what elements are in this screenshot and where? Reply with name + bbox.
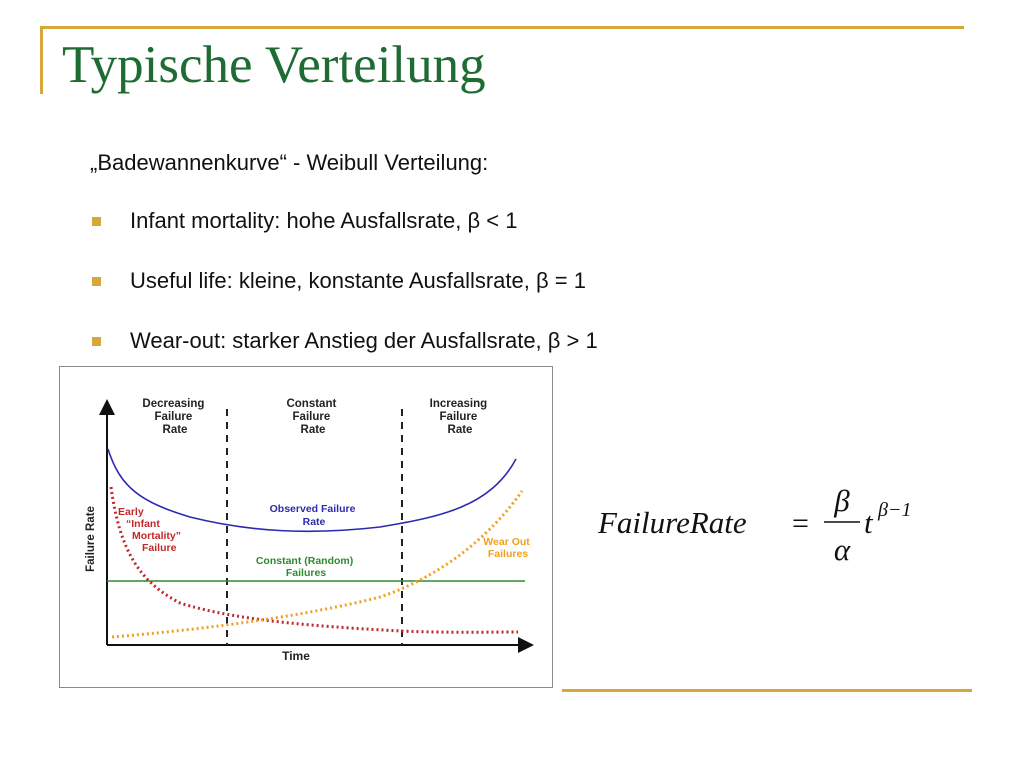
top-accent-line — [40, 26, 964, 29]
bullet-text: Useful life: kleine, konstante Ausfallsrate, β = 1 — [130, 268, 586, 293]
formula-equals: = — [792, 507, 809, 540]
early-failure-label: Early “Infant Mortality” Failure — [118, 506, 182, 554]
square-bullet-icon — [92, 277, 101, 286]
left-accent-line — [40, 26, 43, 94]
square-bullet-icon — [92, 337, 101, 346]
bullet-list — [90, 208, 598, 388]
slide-title: Typische Verteilung — [62, 36, 486, 94]
formula-denominator: α — [833, 532, 851, 567]
formula-lhs: FailureRate — [598, 505, 747, 540]
bathtub-curve-figure — [59, 366, 553, 688]
region-label-constant: Constant Failure Rate — [286, 398, 337, 436]
wear-out-label: Wear Out Failures — [483, 536, 530, 560]
observed-failure-label: Observed Failure Rate — [269, 503, 356, 528]
y-axis-label: Failure Rate — [85, 506, 97, 572]
intro-text: „Badewannenkurve“ - Weibull Verteilung: — [90, 150, 489, 175]
region-label-decreasing: Decreasing Failure Rate — [142, 398, 205, 436]
bullet-text: Wear-out: starker Anstieg der Ausfallsrate, β > 1 — [130, 328, 598, 353]
formula-base: t — [864, 505, 873, 540]
bottom-accent-line — [562, 689, 972, 692]
bullet-text: Infant mortality: hohe Ausfallsrate, β < 1 — [130, 208, 518, 233]
weibull-failure-rate-formula — [598, 478, 938, 578]
formula-exponent: β−1 — [878, 499, 912, 521]
bullet-infant-mortality — [90, 208, 598, 268]
constant-failure-label: Constant (Random) Failures — [255, 555, 354, 579]
x-axis-label: Time — [282, 649, 310, 663]
bullet-useful-life — [90, 268, 598, 328]
region-label-increasing: Increasing Failure Rate — [429, 398, 488, 436]
formula-numerator: β — [834, 483, 850, 518]
bathtub-curve-diagram — [60, 367, 552, 687]
square-bullet-icon — [92, 217, 101, 226]
